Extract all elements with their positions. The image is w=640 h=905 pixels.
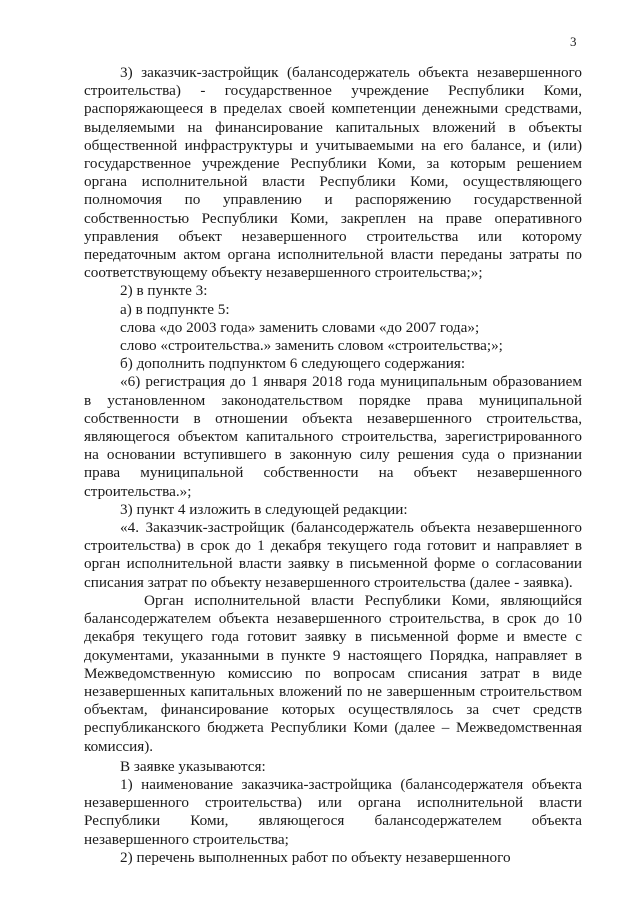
paragraph-replace-word: слово «строительства.» заменить словом «строительства;»; — [120, 337, 503, 355]
paragraph-registration: «6) регистрация до 1 января 2018 года муниципальным образованием в установленном законодательством порядке права муниципальной собственности в отношении объекта незавершенного строительства, являющегося объектом капитального строительства, зарегистрированного на основании вступившего в законную силу решения суда о признании права муниципальной собственности на объект незавершенного строительства.»; — [84, 373, 582, 500]
paragraph-subclause-a: а) в подпункте 5: — [120, 300, 230, 318]
paragraph-application-contents: В заявке указываются: — [120, 757, 266, 775]
paragraph-point-2-clause-3: 2) в пункте 3: — [120, 282, 208, 300]
paragraph-customer-definition: 3) заказчик-застройщик (балансодержатель объекта незавершенного строительства) - государственное учреждение Республики Коми, распоряжающееся в пределах своей компетенции денежными средствами, выделяемыми на финансирование капитальных вложений в объекты общественной инфраструктуры и учитываемыми на его балансе, и (или) государственное учреждение Республики Коми, за которым решением органа исполнительной власти Республики Коми, осуществляющего полномочия по управлению и распоряжению государственной собственностью Республики Коми, закреплен на праве оперативного управления объект незавершенного строительства или которому передаточным актом органа исполнительной власти переданы затраты по соответствующему объекту незавершенного строительства;»; — [84, 64, 582, 282]
page-number: 3 — [570, 34, 577, 49]
paragraph-executive-body: Орган исполнительной власти Республики Коми, являющийся балансодержателем объекта незавершенного строительства, в срок до 10 декабря текущего года готовит заявку в письменной форме и вместе с документами, указанными в пункте 9 настоящего Порядка, направляет в Межведомственную комиссию по вопросам списания затрат в виде незавершенных капитальных вложений по не завершенным строительством объектам, финансирование которых осуществлялось за счет средств республиканского бюджета Республики Коми (далее – Межведомственная комиссия). — [84, 591, 582, 755]
paragraph-point-3-clause-4: 3) пункт 4 изложить в следующей редакции: — [120, 500, 408, 518]
paragraph-replace-2003: слова «до 2003 года» заменить словами «до 2007 года»; — [120, 318, 480, 336]
paragraph-subclause-b: б) дополнить подпунктом 6 следующего содержания: — [120, 355, 466, 373]
document-body — [84, 64, 582, 867]
paragraph-clause-4-text: «4. Заказчик-застройщик (балансодержатель объекта незавершенного строительства) в срок до 1 декабря текущего года готовит и направляет в орган исполнительной власти заявку в письменной форме о согласовании списания затрат по объекту незавершенного строительства (далее - заявка). — [84, 519, 582, 591]
paragraph-list-item-2: 2) перечень выполненных работ по объекту незавершенного — [120, 848, 511, 866]
paragraph-list-item-1: 1) наименование заказчика-застройщика (балансодержателя объекта незавершенного строительства) или органа исполнительной власти Республики Коми, являющегося балансодержателем объекта незавершенного строительства; — [84, 775, 582, 848]
